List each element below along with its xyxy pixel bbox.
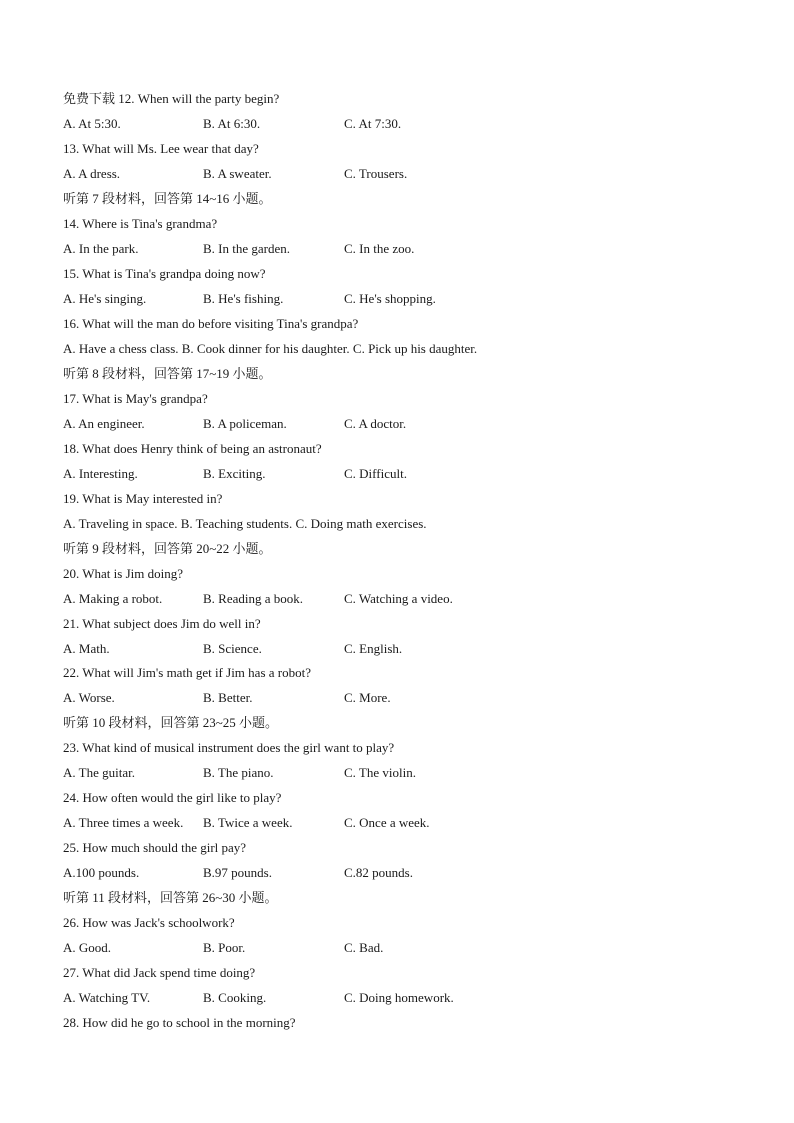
options-16: A. Have a chess class. B. Cook dinner for his daughter. C. Pick up his daughter. <box>63 341 478 356</box>
option-b: B. Exciting. <box>203 466 266 481</box>
question-12: 免费下载 12. When will the party begin? <box>63 91 280 106</box>
option-c: C. A doctor. <box>344 416 407 431</box>
option-b: B. Reading a book. <box>203 591 304 606</box>
option-a: A.100 pounds. <box>63 865 140 880</box>
options-19: A. Traveling in space. B. Teaching students. C. Doing math exercises. <box>63 516 427 531</box>
option-b: B. A policeman. <box>203 416 287 431</box>
option-a: A. Watching TV. <box>63 990 151 1005</box>
option-c: C. Trousers. <box>344 166 408 181</box>
section-heading-10: 听第 10 段材料，回答第 23~25 小题。 <box>63 715 279 730</box>
question-15: 15. What is Tina's grandpa doing now? <box>63 266 266 281</box>
option-a: A. Math. <box>63 641 110 656</box>
option-b: B. At 6:30. <box>203 116 261 131</box>
option-a: A. A dress. <box>63 166 121 181</box>
question-16: 16. What will the man do before visiting Tina's grandpa? <box>63 316 359 331</box>
option-a: A. An engineer. <box>63 416 145 431</box>
question-24: 24. How often would the girl like to play? <box>63 790 282 805</box>
option-c: C. Difficult. <box>344 466 407 481</box>
option-b: B. He's fishing. <box>203 291 284 306</box>
question-17: 17. What is May's grandpa? <box>63 391 208 406</box>
question-20: 20. What is Jim doing? <box>63 566 184 581</box>
section-heading-11: 听第 11 段材料，回答第 26~30 小题。 <box>63 890 278 905</box>
option-a: A. Making a robot. <box>63 591 163 606</box>
section-heading-7: 听第 7 段材料，回答第 14~16 小题。 <box>63 191 272 206</box>
question-23: 23. What kind of musical instrument does the girl want to play? <box>63 740 395 755</box>
option-a: A. Interesting. <box>63 466 138 481</box>
option-a: A. He's singing. <box>63 291 147 306</box>
question-27: 27. What did Jack spend time doing? <box>63 965 256 980</box>
option-b: B. A sweater. <box>203 166 272 181</box>
question-28: 28. How did he go to school in the morning? <box>63 1015 296 1030</box>
option-b: B. Twice a week. <box>203 815 293 830</box>
question-26: 26. How was Jack's schoolwork? <box>63 915 235 930</box>
option-c: C. Once a week. <box>344 815 430 830</box>
option-a: A. In the park. <box>63 241 139 256</box>
section-heading-9: 听第 9 段材料，回答第 20~22 小题。 <box>63 541 272 556</box>
option-c: C. He's shopping. <box>344 291 436 306</box>
question-13: 13. What will Ms. Lee wear that day? <box>63 141 259 156</box>
option-c: C. In the zoo. <box>344 241 415 256</box>
option-c: C. English. <box>344 641 403 656</box>
question-19: 19. What is May interested in? <box>63 491 223 506</box>
option-b: B.97 pounds. <box>203 865 272 880</box>
option-b: B. The piano. <box>203 765 274 780</box>
option-b: B. Science. <box>203 641 262 656</box>
option-a: A. At 5:30. <box>63 116 121 131</box>
option-a: A. Good. <box>63 940 112 955</box>
option-c: C. The violin. <box>344 765 416 780</box>
option-b: B. Cooking. <box>203 990 267 1005</box>
question-14: 14. Where is Tina's grandma? <box>63 216 218 231</box>
option-c: C.82 pounds. <box>344 865 413 880</box>
option-a: A. Three times a week. <box>63 815 184 830</box>
option-a: A. Worse. <box>63 690 115 705</box>
option-b: B. In the garden. <box>203 241 291 256</box>
question-22: 22. What will Jim's math get if Jim has a robot? <box>63 665 311 680</box>
option-b: B. Poor. <box>203 940 246 955</box>
option-a: A. The guitar. <box>63 765 135 780</box>
section-heading-8: 听第 8 段材料，回答第 17~19 小题。 <box>63 366 272 381</box>
option-c: C. Doing homework. <box>344 990 454 1005</box>
option-b: B. Better. <box>203 690 253 705</box>
question-18: 18. What does Henry think of being an astronaut? <box>63 441 322 456</box>
option-c: C. Bad. <box>344 940 384 955</box>
question-25: 25. How much should the girl pay? <box>63 840 247 855</box>
question-21: 21. What subject does Jim do well in? <box>63 616 261 631</box>
option-c: C. At 7:30. <box>344 116 402 131</box>
option-c: C. More. <box>344 690 391 705</box>
option-c: C. Watching a video. <box>344 591 453 606</box>
